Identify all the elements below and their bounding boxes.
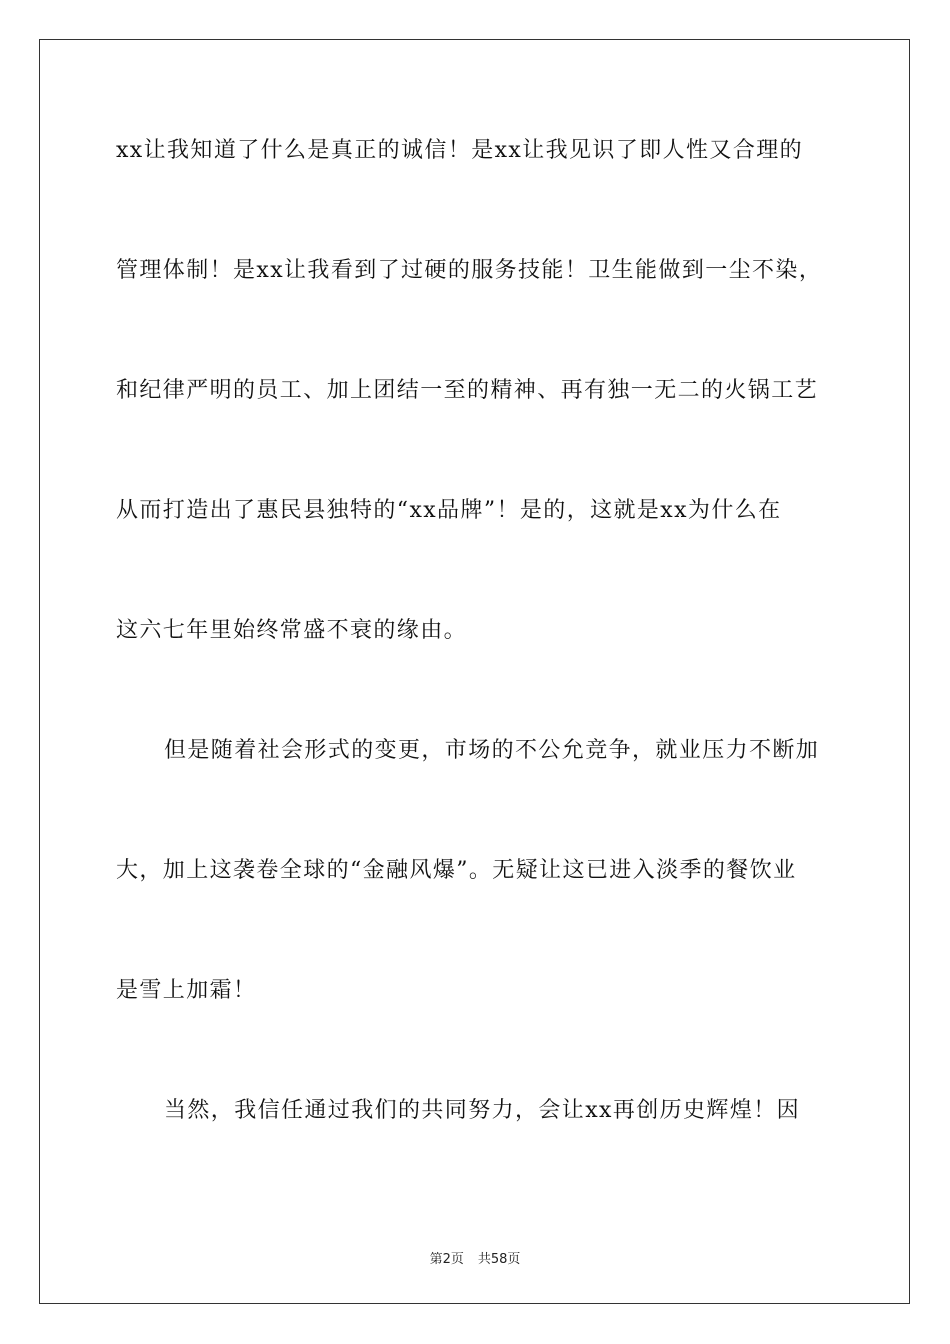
page-number: 第2页 bbox=[429, 1252, 464, 1267]
text-line-2: 管理体制！是xx让我看到了过硬的服务技能！卫生能做到一尘不染， bbox=[116, 258, 823, 283]
text-line-3: 和纪律严明的员工、加上团结一至的精神、再有独一无二的火锅工艺 bbox=[116, 378, 819, 403]
text-line-8: 是雪上加霜！ bbox=[116, 978, 257, 1003]
text-line-5: 这六七年里始终常盛不衰的缘由。 bbox=[116, 618, 468, 643]
page-total: 共58页 bbox=[477, 1252, 521, 1267]
text-line-1: xx让我知道了什么是真正的诚信！是xx让我见识了即人性又合理的 bbox=[116, 138, 804, 163]
page-footer bbox=[0, 1248, 950, 1267]
text-line-7: 大，加上这袭卷全球的“金融风爆”。无疑让这已进入淡季的餐饮业 bbox=[116, 858, 797, 883]
text-line-9: 当然，我信任通过我们的共同努力，会让xx再创历史辉煌！因 bbox=[164, 1098, 801, 1123]
text-line-4: 从而打造出了惠民县独特的“xx品牌”！是的，这就是xx为什么在 bbox=[116, 498, 782, 523]
text-line-6: 但是随着社会形式的变更，市场的不公允竞争，就业压力不断加 bbox=[164, 738, 820, 763]
